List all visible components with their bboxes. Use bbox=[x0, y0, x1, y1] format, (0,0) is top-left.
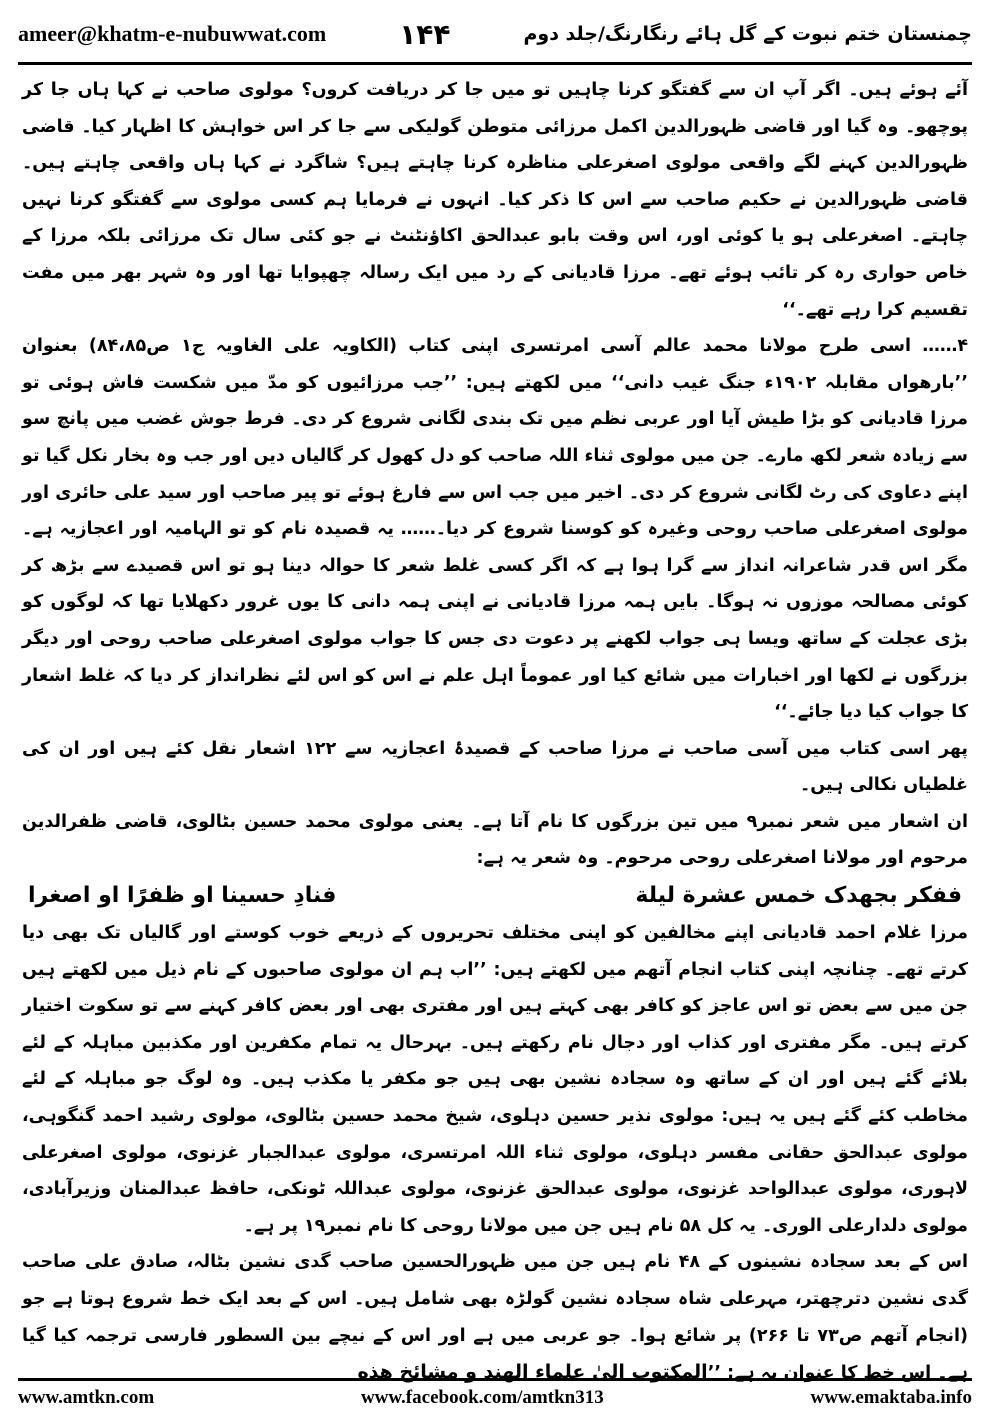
paragraph-5: مرزا غلام احمد قادیانی اپنے مخالفین کو اپنی مختلف تحریروں کے ذریعے خوب کوستے اور گالیاں تک بھی دیا کرتے تھے۔ چنانچہ اپنی کتاب انجام آتھم میں لکھتے ہیں: ’’اب ہم ان مولوی صاحبوں کے نام ذیل میں لکھتے ہیں جن میں سے بعض تو اس عاجز کو کافر بھی کہتے ہیں اور مفتری بھی اور بعض کافر کہنے سے تو سکوت اختیار کرتے ہیں۔ مگر مفتری اور کذاب اور دجال نام رکھتے ہیں۔ بہرحال یہ تمام مکفرین اور مکذبین مباہلہ کے لئے بلائے گئے ہیں اور ان کے ساتھ وہ سجادہ نشین بھی ہیں جو مکفر یا مکذب ہیں۔ وہ لوگ جو مباہلہ کے لئے مخاطب کئے گئے ہیں یہ ہیں: مولوی نذیر حسین دہلوی، شیخ محمد حسین بٹالوی، مولوی رشید احمد گنگوہی، مولوی عبدالحق حقانی مفسر دہلوی، مولوی ثناء اللہ امرتسری، مولوی عبدالجبار غزنوی، مولوی اصغرعلی لاہوری، مولوی عبدالواحد غزنوی، مولوی عبدالحق غزنوی، مولوی عبداللہ ٹونکی، حافظ عبدالمنان وزیرآبادی، مولوی دلدارعلی الوری۔ یہ کل ۵۸ نام ہیں جن میں مولانا روحی کا نام نمبر۱۹ پر ہے۔ bbox=[22, 923, 968, 1236]
book-title: چمنستان ختم نبوت کے گل ہائے رنگارنگ/جلد دوم bbox=[523, 23, 972, 45]
footer-link-facebook[interactable]: www.facebook.com/amtkn313 bbox=[360, 1387, 604, 1408]
footer-divider bbox=[18, 1378, 972, 1381]
verse-first-hemistich: ففکر بجهدک خمس عشرة لیلة bbox=[635, 883, 962, 909]
page-number: ۱۴۴ bbox=[399, 17, 451, 51]
paragraph-4: ان اشعار میں شعر نمبر۹ میں تین بزرگوں کا نام آتا ہے۔ یعنی مولوی محمد حسین بٹالوی، قاضی ظفرالدین مرحوم اور مولانا اصغرعلی روحی مرحوم۔ وہ شعر یہ ہے: bbox=[22, 811, 968, 869]
footer-link-amtkn[interactable]: www.amtkn.com bbox=[18, 1387, 155, 1408]
header-email[interactable]: ameer@khatm-e-nubuwwat.com bbox=[18, 21, 327, 46]
arabic-verse bbox=[22, 877, 968, 915]
page-footer bbox=[18, 1383, 972, 1413]
paragraph-6 bbox=[22, 1244, 968, 1391]
verse-second-hemistich: فنادِ حسینا او ظفرًا او اصغرا bbox=[28, 883, 337, 909]
header-divider bbox=[18, 62, 972, 65]
paragraph-2: ۴…… اسی طرح مولانا محمد عالم آسی امرتسری اپنی کتاب (الکاویہ علی الغاویہ ج۱ ص۸۴،۸۵) بعنوان ’’بارھواں مقابلہ ۱۹۰۲ء جنگ غیب دانی‘‘ میں لکھتے ہیں: ’’جب مرزائیوں کو مدّ میں شکست فاش ہوئی تو مرزا قادیانی کو بڑا طیش آیا اور عربی نظم میں تک بندی لگانی شروع کر دی۔ فرط جوش غضب میں پانچ سو سے زیادہ شعر لکھ مارے۔ جن میں مولوی ثناء اللہ صاحب کو دل کھول کر گالیاں دیں اور جب وہ بخار نکل گیا تو اپنے دعاوی کی رٹ لگانی شروع کر دی۔ اخیر میں جب اس سے فارغ ہوئے تو پیر صاحب اور سید علی حائری اور مولوی اصغرعلی صاحب روحی وغیرہ کو کوسنا شروع کر دیا۔…… یہ قصیدہ نام کو تو الہامیہ اور اعجازیہ ہے۔ مگر اس قدر شاعرانہ انداز سے گرا ہوا ہے کہ اگر کسی غلط شعر کا حوالہ دینا ہو تو اس قصیدے سے بڑھ کر کوئی مصالحہ موزوں نہ ہوگا۔ بایں ہمہ مرزا قادیانی نے اپنی ہمہ دانی کا یوں غرور دکھلایا تھا کہ لوگوں کو بڑی عجلت کے ساتھ ویسا ہی جواب لکھنے پر دعوت دی جس کا جواب مولوی اصغرعلی صاحب روحی اور دیگر بزرگوں نے لکھا اور اخبارات میں شائع کیا اور عموماً اہل علم نے اس کو اس لئے نظرانداز کر دیا کہ غلط اشعار کا جواب کیا دیا جائے۔‘‘ bbox=[22, 336, 969, 723]
page-header bbox=[18, 8, 972, 60]
page-body bbox=[22, 72, 968, 1392]
paragraph-1: آئے ہوئے ہیں۔ اگر آپ ان سے گفتگو کرنا چاہیں تو میں جا کر دریافت کروں؟ مولوی صاحب نے کہا ہاں جا کر پوچھو۔ وہ گیا اور قاضی ظہورالدین اکمل مرزائی متوطن گولیکی سے جا کر اس خواہش کا اظہار کیا۔ قاضی ظہورالدین کہنے لگے واقعی مولوی اصغرعلی مناظرہ کرنا چاہتے ہیں؟ شاگرد نے کہا ہاں واقعی چاہتے ہیں۔ قاضی ظہورالدین نے حکیم صاحب سے اس کا ذکر کیا۔ انہوں نے فرمایا ہم کسی مولوی سے گفتگو کرنا نہیں چاہتے۔ اصغرعلی ہو یا کوئی اور، اس وقت بابو عبدالحق اکاؤنٹنٹ نے جو کئی سال تک مرزائی بلکہ مرزا کے خاص حواری رہ کر تائب ہوئے تھے۔ مرزا قادیانی کے رد میں ایک رسالہ چھپوایا تھا اور وہ شہر بھر میں مفت تقسیم کرا رہے تھے۔‘‘ bbox=[22, 80, 968, 320]
letter-title-arabic: المکتوب الیٰ علماء الهند و مشائخ هذه bbox=[357, 1361, 708, 1384]
paragraph-6-text: اس کے بعد سجادہ نشینوں کے ۴۸ نام ہیں جن میں ظہورالحسین صاحب گدی نشین بٹالہ، صادق علی صاحب گدی نشین دترچھتر، مہرعلی شاہ سجادہ نشین گولڑہ بھی شامل ہیں۔ اس کے بعد ایک خط شروع ہوتا ہے جو (انجام آتھم ص۷۳ تا ۲۶۶) پر شائع ہوا۔ جو عربی میں ہے اور اس کے نیچے بین السطور فارسی ترجمہ کیا گیا ہے۔ اس خط کا عنوان یہ ہے: ’’ bbox=[22, 1252, 969, 1384]
footer-link-emaktaba[interactable]: www.emaktaba.info bbox=[810, 1387, 972, 1408]
paragraph-3: پھر اسی کتاب میں آسی صاحب نے مرزا صاحب کے قصیدۂ اعجازیہ سے ۱۲۲ اشعار نقل کئے ہیں اور ان کی غلطیاں نکالی ہیں۔ bbox=[22, 738, 969, 796]
